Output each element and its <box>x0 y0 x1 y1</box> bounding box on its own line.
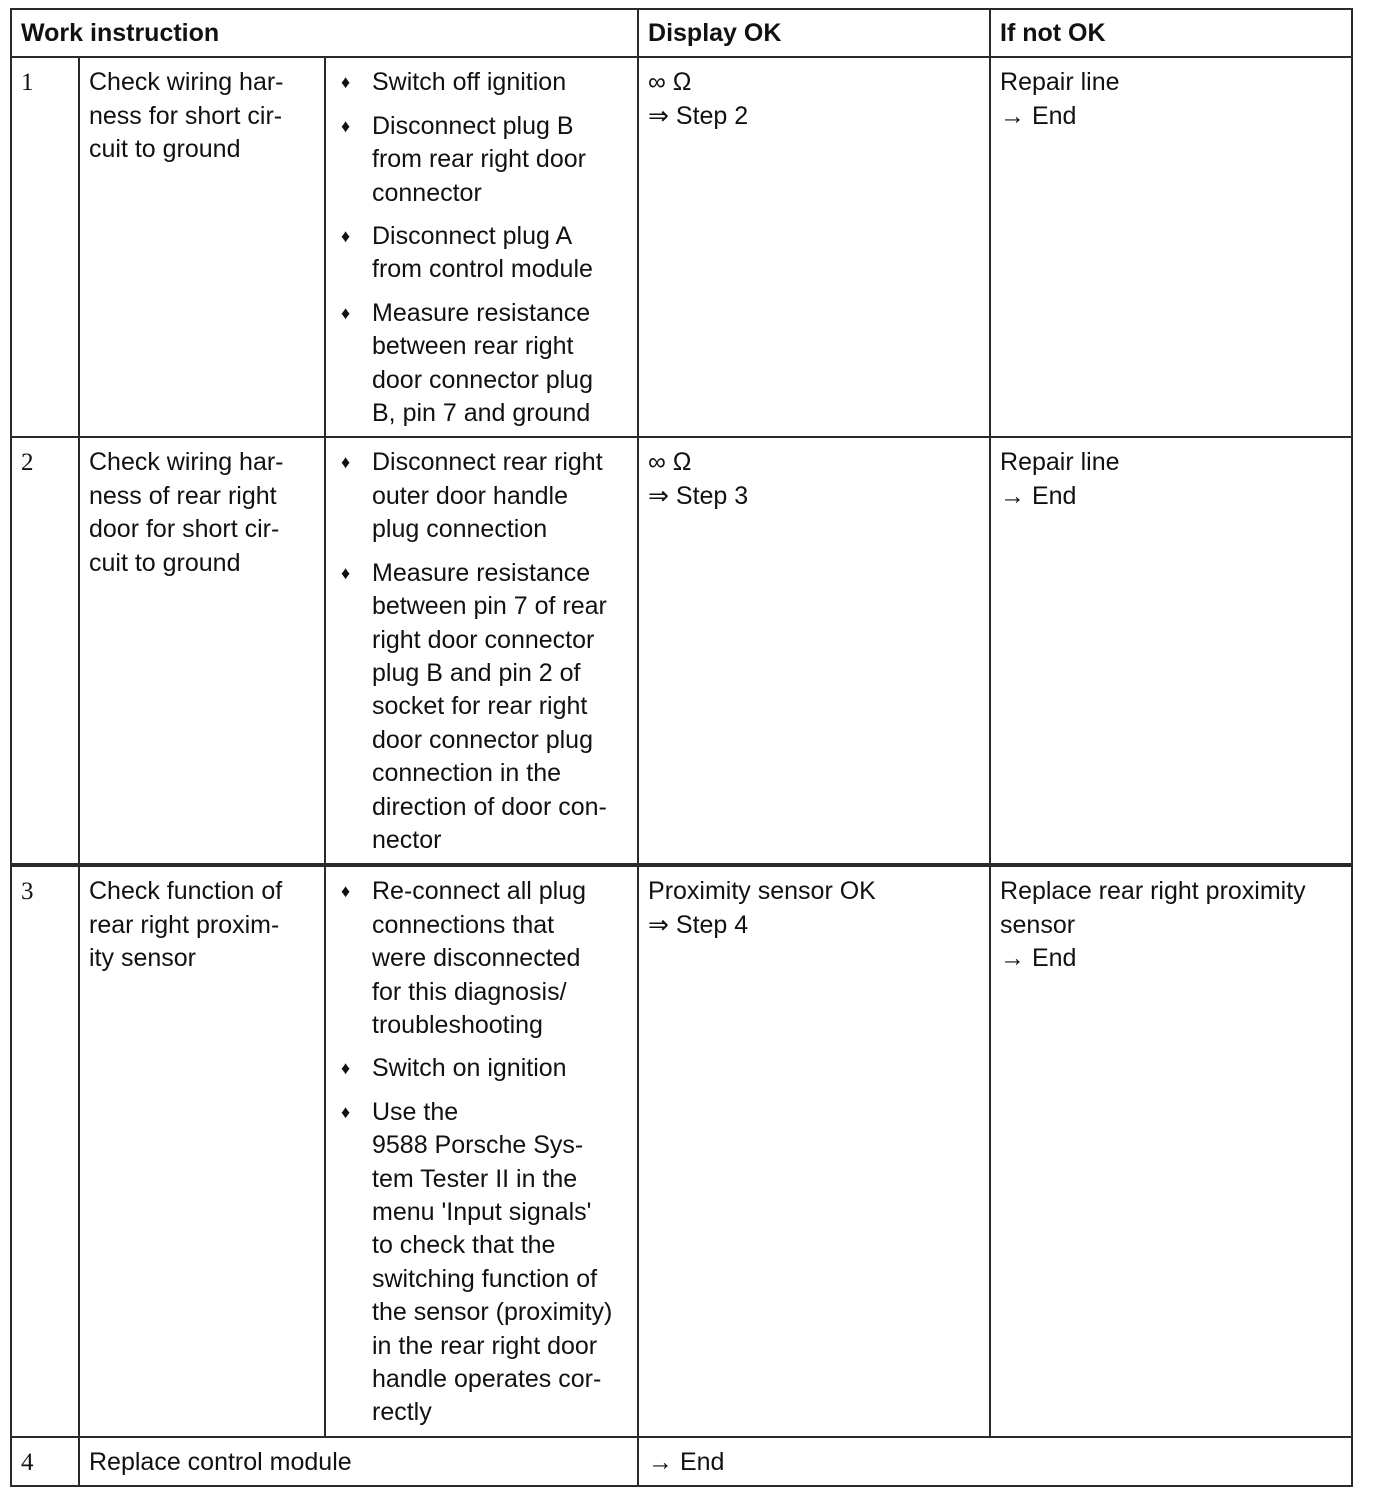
action-text-line: outer door handle <box>372 481 568 510</box>
if-not-ok-cell <box>990 57 1352 437</box>
step-actions <box>325 57 638 437</box>
step-title-line: Check wiring har- <box>89 448 284 477</box>
action-list <box>335 875 628 1430</box>
action-text-line: door connector plug <box>372 365 593 394</box>
action-item <box>335 875 628 1042</box>
final-result: → End <box>638 1437 1352 1486</box>
action-text-line: Disconnect plug A <box>372 222 573 251</box>
display-ok-line: Proximity sensor OK <box>648 877 876 906</box>
step-title <box>79 437 325 865</box>
action-item <box>335 110 628 210</box>
step-actions <box>325 437 638 865</box>
action-text-line: were disconnected <box>372 944 581 973</box>
table-row-final <box>11 1437 1352 1486</box>
if-not-ok-line: Replace rear right proximity <box>1000 877 1306 906</box>
action-text-line: the sensor (proximity) <box>372 1298 613 1327</box>
if-not-ok-cell <box>990 437 1352 865</box>
step-number: 3 <box>11 865 79 1437</box>
diamond-bullet-icon: ♦ <box>341 226 351 247</box>
diamond-bullet-icon: ♦ <box>341 115 351 136</box>
action-text-line: from rear right door <box>372 145 586 174</box>
action-text-line: for this diagnosis/ <box>372 977 567 1006</box>
display-ok-line: ⇒ Step 4 <box>648 910 749 939</box>
step-title-line: door for short cir- <box>89 515 280 544</box>
action-text-line: Re-connect all plug <box>372 877 587 906</box>
display-ok-line: ⇒ Step 3 <box>648 481 749 510</box>
display-ok-cell <box>638 865 990 1437</box>
table-row <box>11 437 1352 865</box>
action-text-line: Measure resistance <box>372 558 591 587</box>
if-not-ok-line: → End <box>1000 481 1077 510</box>
step-title-line: rear right proxim- <box>89 910 280 939</box>
step-title <box>79 57 325 437</box>
action-text-line: between rear right <box>372 332 574 361</box>
step-title-line: Check function of <box>89 877 283 906</box>
action-text-line: troubleshooting <box>372 1010 543 1039</box>
if-not-ok-cell <box>990 865 1352 1437</box>
diamond-bullet-icon: ♦ <box>341 302 351 323</box>
table-row <box>11 865 1352 1437</box>
action-text-line: door connector plug <box>372 725 593 754</box>
action-item <box>335 66 628 99</box>
step-title <box>79 865 325 1437</box>
if-not-ok-line: Repair line <box>1000 448 1120 477</box>
display-ok-cell <box>638 57 990 437</box>
action-text-line: to check that the <box>372 1231 556 1260</box>
action-text-line: Disconnect rear right <box>372 448 603 477</box>
if-not-ok-line: → End <box>1000 944 1077 973</box>
action-text-line: nector <box>372 825 442 854</box>
action-list <box>335 446 628 857</box>
action-text-line: between pin 7 of rear <box>372 592 607 621</box>
action-text-line: from control module <box>372 255 593 284</box>
if-not-ok-line: Repair line <box>1000 68 1120 97</box>
step-title-line: ness of rear right <box>89 481 277 510</box>
action-list <box>335 66 628 430</box>
if-not-ok-line: sensor <box>1000 910 1076 939</box>
action-text-line: socket for rear right <box>372 692 588 721</box>
display-ok-cell <box>638 437 990 865</box>
action-text-line: 9588 Porsche Sys- <box>372 1131 584 1160</box>
header-display-ok: Display OK <box>638 9 990 57</box>
action-text-line: Switch off ignition <box>372 68 567 97</box>
step-title-line: ness for short cir- <box>89 101 283 130</box>
action-text-line: connector <box>372 178 482 207</box>
diamond-bullet-icon: ♦ <box>341 1058 351 1079</box>
step-actions <box>325 865 638 1437</box>
action-text-line: Use the <box>372 1097 459 1126</box>
action-text-line: switching function of <box>372 1264 598 1293</box>
display-ok-line: ∞ Ω <box>648 448 692 477</box>
diamond-bullet-icon: ♦ <box>341 452 351 473</box>
display-ok-line: ∞ Ω <box>648 68 692 97</box>
action-item <box>335 1096 628 1430</box>
action-item <box>335 557 628 858</box>
action-text-line: connection in the <box>372 759 562 788</box>
action-item <box>335 446 628 546</box>
action-text-line: connections that <box>372 910 555 939</box>
action-item <box>335 220 628 287</box>
action-text-line: in the rear right door <box>372 1331 598 1360</box>
action-item <box>335 1052 628 1085</box>
action-text-line: Disconnect plug B <box>372 111 574 140</box>
work-instruction-table <box>10 8 1353 1487</box>
action-text-line: menu 'Input signals' <box>372 1198 592 1226</box>
action-text-line: right door connector <box>372 625 595 654</box>
diamond-bullet-icon: ♦ <box>341 881 351 902</box>
table-header-row <box>11 9 1352 57</box>
action-text-line: handle operates cor- <box>372 1365 602 1394</box>
action-text-line: B, pin 7 and ground <box>372 399 591 428</box>
action-text-line: rectly <box>372 1398 432 1427</box>
step-number: 2 <box>11 437 79 865</box>
step-title-line: cuit to ground <box>89 548 241 577</box>
action-item <box>335 297 628 431</box>
action-text-line: tem Tester II in the <box>372 1164 578 1193</box>
diamond-bullet-icon: ♦ <box>341 72 351 93</box>
step-number: 4 <box>11 1437 79 1486</box>
table-row <box>11 57 1352 437</box>
step-number: 1 <box>11 57 79 437</box>
action-text-line: Measure resistance <box>372 298 591 327</box>
step-title-line: cuit to ground <box>89 135 241 164</box>
action-text-line: plug connection <box>372 515 548 544</box>
header-work-instruction: Work instruction <box>11 9 638 57</box>
diamond-bullet-icon: ♦ <box>341 1101 351 1122</box>
diamond-bullet-icon: ♦ <box>341 562 351 583</box>
display-ok-line: ⇒ Step 2 <box>648 101 749 130</box>
action-text-line: plug B and pin 2 of <box>372 658 581 687</box>
action-text-line: direction of door con- <box>372 792 607 821</box>
step-title-line: ity sensor <box>89 944 196 973</box>
header-if-not-ok: If not OK <box>990 9 1352 57</box>
if-not-ok-line: → End <box>1000 101 1077 130</box>
final-instruction: Replace control module <box>79 1437 638 1486</box>
action-text-line: Switch on ignition <box>372 1054 567 1083</box>
step-title-line: Check wiring har- <box>89 68 284 97</box>
